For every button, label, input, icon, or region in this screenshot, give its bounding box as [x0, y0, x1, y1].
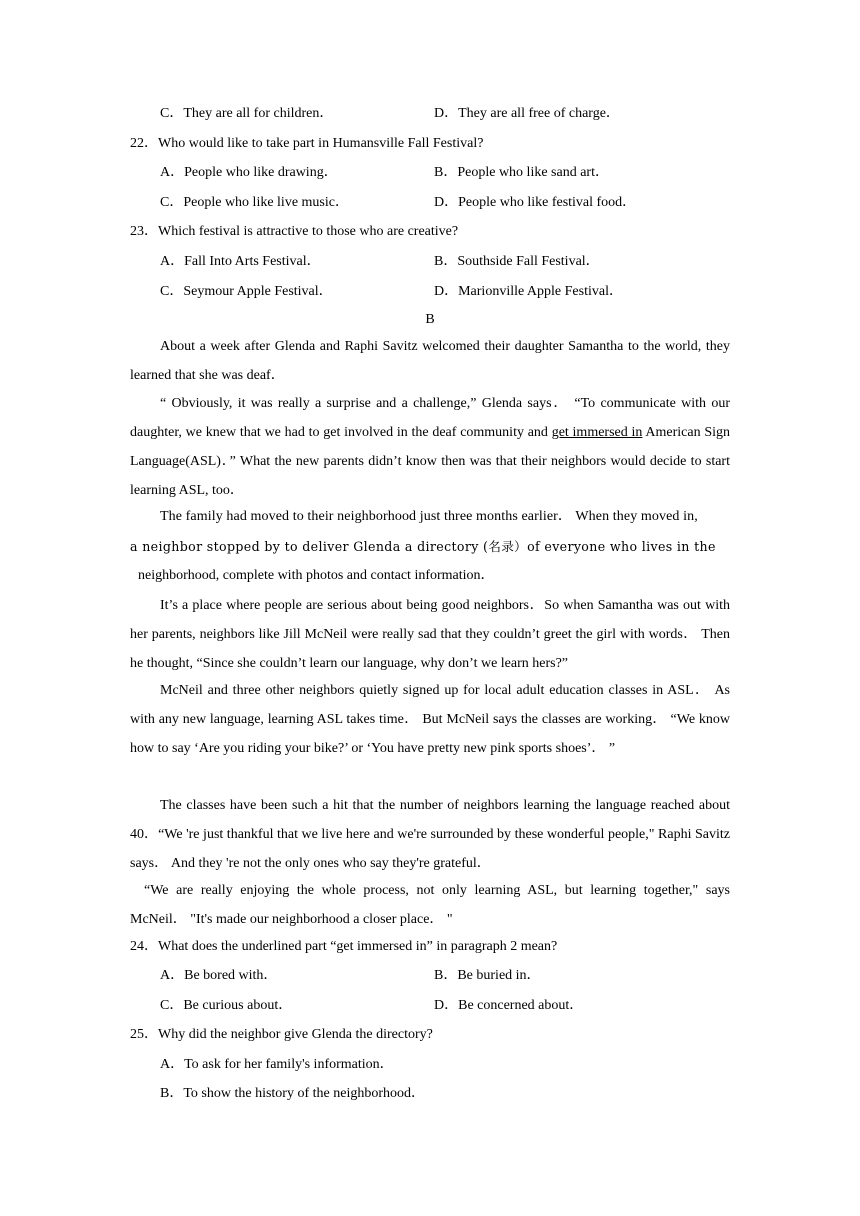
q23-option-b: B．Southside Fall Festival． [434, 254, 600, 269]
q25-option-b: B．To show the history of the neighborhood． [160, 1086, 425, 1101]
q23-option-d: D．Marionville Apple Festival． [434, 284, 623, 299]
q24-option-c: C．Be curious about． [160, 998, 293, 1013]
passage-paragraph-5: McNeil and three other neighbors quietly signed up for local adult education classes in ASL． As with any new language, learning ASL takes time． But McNeil says the classes are working． “We know how to say ‘Are you riding your bike?’ or ‘You have pretty new pink sports shoes’． ” [130, 683, 730, 756]
passage-paragraph-2 [130, 389, 730, 505]
underlined-phrase: get immersed in [551, 425, 643, 440]
q25-stem: 25．Why did the neighbor give Glenda the directory? [130, 1027, 433, 1042]
paragraph-2-text-after: American Sign Language(ASL)．” What the new parents didn’t know then was that their neighbors would decide to start learning ASL, too． [130, 425, 731, 498]
q22-option-c: C．People who like live music． [160, 195, 349, 210]
q24-option-d: D．Be concerned about． [434, 998, 584, 1013]
passage-paragraph-4: It’s a place where people are serious about being good neighbors．So when Samantha was out with her parents, neighbors like Jill McNeil were really sad that they couldn’t greet the girl with words． Then he thought, “Since she couldn’t learn our language, why don’t we learn hers?” [130, 598, 730, 671]
q25-option-a: A．To ask for her family's information． [160, 1057, 394, 1072]
passage-paragraph-3-line-2: a neighbor stopped by to deliver Glenda a directory (名录）of everyone who lives in the [130, 539, 716, 554]
passage-paragraph-6: The classes have been such a hit that the number of neighbors learning the language reached about 40．“We 're just thankful that we live here and we're surrounded by these wonderful people," Raphi Savitz says． And they 're not the only ones who say they're grateful． [130, 798, 730, 871]
q22-option-a: A．People who like drawing． [160, 165, 338, 180]
q22-option-b: B．People who like sand art． [434, 165, 609, 180]
section-label: B [425, 312, 435, 327]
q23-option-c: C．Seymour Apple Festival． [160, 284, 333, 299]
passage-paragraph-7: “We are really enjoying the whole process, not only learning ASL, but learning together," says McNeil． "It's made our neighborhood a closer place． " [130, 883, 730, 927]
q23-stem: 23．Which festival is attractive to those who are creative? [130, 224, 459, 239]
q21-option-d: D．They are all free of charge． [434, 106, 620, 121]
passage-paragraph-3-line-3: neighborhood, complete with photos and contact information． [138, 568, 495, 583]
passage-paragraph-1: About a week after Glenda and Raphi Savitz welcomed their daughter Samantha to the world, they learned that she was deaf． [130, 339, 730, 383]
q21-option-c: C．They are all for children． [160, 106, 334, 121]
paragraph-2-text-before: “ Obviously, it was really a surprise and a challenge,” Glenda says． “To communicate with our daughter, we knew that we had to get involved in the deaf community and [130, 396, 730, 440]
q24-option-b: B．Be buried in． [434, 968, 541, 983]
passage-paragraph-3-line-1: The family had moved to their neighborhood just three months earlier． When they moved in, [160, 509, 698, 524]
q24-option-a: A．Be bored with． [160, 968, 278, 983]
q23-option-a: A．Fall Into Arts Festival． [160, 254, 321, 269]
q22-stem: 22．Who would like to take part in Humansville Fall Festival? [130, 136, 484, 151]
q24-stem: 24．What does the underlined part “get immersed in” in paragraph 2 mean? [130, 939, 558, 954]
q22-option-d: D．People who like festival food． [434, 195, 637, 210]
